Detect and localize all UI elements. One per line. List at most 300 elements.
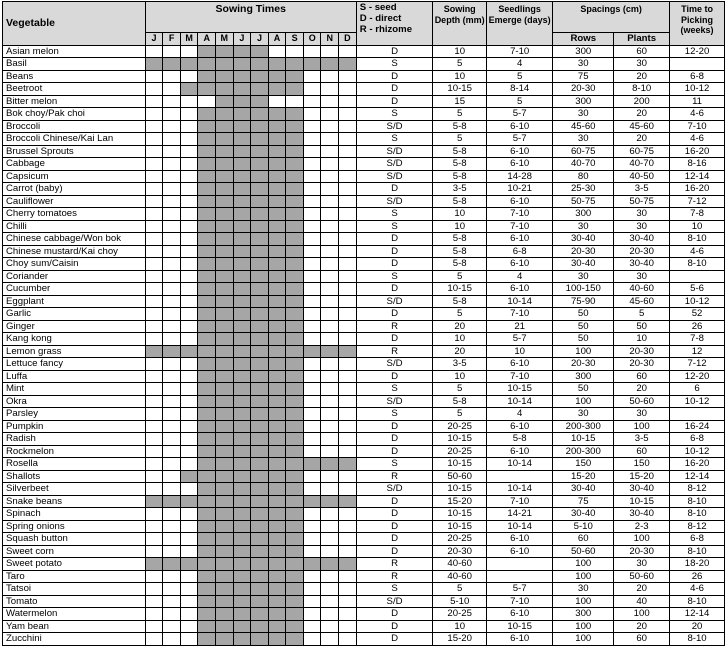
month-cell [339,570,357,583]
sowing-depth: 20 [433,345,487,358]
month-cell [216,495,234,508]
sowing-depth: 20-25 [433,533,487,546]
month-cell [180,158,198,171]
vegetable-name: Okra [3,395,146,408]
month-cell [180,495,198,508]
month-cell [198,620,216,633]
month-cell [251,608,269,621]
month-cell [198,445,216,458]
row-spacing: 30 [553,108,614,121]
month-cell [268,620,286,633]
month-cell [233,108,251,121]
month-cell [251,395,269,408]
seedlings-emerge: 10-14 [487,458,553,471]
month-cell [145,133,163,146]
month-cell [233,195,251,208]
row-spacing: 100 [553,558,614,571]
month-cell [251,420,269,433]
sowing-depth: 5 [433,308,487,321]
month-cell [268,408,286,421]
sowing-method: D [356,433,433,446]
month-cell [145,558,163,571]
month-cell [216,408,234,421]
month-cell [303,120,321,133]
month-cell [216,345,234,358]
row-spacing: 25-30 [553,183,614,196]
month-cell [339,83,357,96]
month-cell [339,308,357,321]
time-to-picking: 8-10 [670,595,725,608]
month-feb: F [163,33,181,46]
month-cell [233,558,251,571]
month-cell [145,220,163,233]
plant-spacing: 60 [614,45,670,58]
month-cell [198,508,216,521]
sowing-depth: 50-60 [433,470,487,483]
sowing-method: S [356,583,433,596]
month-cell [216,145,234,158]
month-cell [339,583,357,596]
month-cell [145,545,163,558]
seedlings-emerge: 6-10 [487,633,553,646]
month-cell [198,470,216,483]
seedlings-emerge: 4 [487,270,553,283]
month-cell [163,445,181,458]
sowing-method: R [356,558,433,571]
month-cell [303,145,321,158]
month-cell [233,520,251,533]
month-cell [163,520,181,533]
time-to-picking: 16-20 [670,183,725,196]
month-cell [216,308,234,321]
month-cell [233,245,251,258]
month-cell [268,383,286,396]
month-cell [145,95,163,108]
month-cell [180,283,198,296]
month-cell [163,620,181,633]
row-spacing: 30 [553,583,614,596]
time-to-picking: 20 [670,620,725,633]
sowing-method: S/D [356,295,433,308]
table-row [3,358,725,371]
sowing-depth: 3-5 [433,183,487,196]
month-cell [268,570,286,583]
month-cell [163,195,181,208]
time-to-picking: 10-12 [670,295,725,308]
month-cell [268,520,286,533]
month-cell [268,508,286,521]
vegetable-name: Chilli [3,220,146,233]
plant-spacing: 60 [614,370,670,383]
month-cell [145,395,163,408]
month-cell [163,458,181,471]
month-cell [339,520,357,533]
vegetable-name: Mint [3,383,146,396]
month-cell [339,158,357,171]
row-spacing: 30-40 [553,483,614,496]
month-cell [321,583,339,596]
month-cell [251,308,269,321]
plant-spacing: 50-60 [614,570,670,583]
month-cell [321,595,339,608]
month-cell [163,495,181,508]
sowing-depth: 5-8 [433,120,487,133]
month-cell [180,145,198,158]
table-row [3,520,725,533]
time-to-picking [670,408,725,421]
plant-spacing: 40 [614,595,670,608]
seedlings-emerge: 7-10 [487,45,553,58]
month-cell [233,283,251,296]
month-cell [198,333,216,346]
month-cell [233,45,251,58]
vegetable-name: Bitter melon [3,95,146,108]
month-cell [321,108,339,121]
time-to-picking: 18-20 [670,558,725,571]
plant-spacing: 60-75 [614,145,670,158]
month-cell [198,270,216,283]
month-cell [180,545,198,558]
vegetable-name: Lettuce fancy [3,358,146,371]
seedlings-emerge: 7-10 [487,208,553,221]
month-cell [145,108,163,121]
month-cell [339,320,357,333]
month-cell [145,308,163,321]
time-to-picking: 8-12 [670,520,725,533]
table-row [3,95,725,108]
month-cell [321,270,339,283]
month-cell [198,495,216,508]
month-cell [145,620,163,633]
month-cell [286,370,304,383]
vegetable-name: Tomato [3,595,146,608]
month-cell [180,633,198,646]
month-cell [286,183,304,196]
month-cell [163,608,181,621]
month-cell [303,508,321,521]
month-cell [180,570,198,583]
month-cell [233,383,251,396]
month-cell [145,208,163,221]
vegetable-name: Garlic [3,308,146,321]
month-cell [145,170,163,183]
month-cell [339,620,357,633]
seedlings-emerge [487,470,553,483]
month-cell [286,95,304,108]
month-cell [145,333,163,346]
vegetable-name: Silverbeet [3,483,146,496]
month-cell [339,170,357,183]
month-cell [339,233,357,246]
month-cell [216,620,234,633]
sowing-method: D [356,620,433,633]
row-spacing: 150 [553,458,614,471]
month-cell [286,120,304,133]
month-cell [251,570,269,583]
month-cell [145,270,163,283]
month-cell [303,458,321,471]
month-cell [233,320,251,333]
plant-spacing: 40-50 [614,170,670,183]
row-spacing: 80 [553,170,614,183]
month-cell [339,420,357,433]
month-cell [339,433,357,446]
vegetable-name: Choy sum/Caisin [3,258,146,271]
month-cell [339,595,357,608]
table-row [3,345,725,358]
table-row [3,120,725,133]
row-spacing: 50 [553,320,614,333]
time-to-picking: 12-14 [670,470,725,483]
month-cell [303,45,321,58]
month-cell [268,295,286,308]
plant-spacing: 45-60 [614,295,670,308]
sowing-method-legend [356,2,433,46]
month-cell [145,120,163,133]
sowing-depth: 15-20 [433,633,487,646]
sowing-depth: 5-8 [433,245,487,258]
month-cell [198,558,216,571]
month-cell [268,495,286,508]
seedlings-emerge: 6-10 [487,145,553,158]
month-cell [233,270,251,283]
month-cell [251,358,269,371]
vegetable-name: Cauliflower [3,195,146,208]
month-cell [145,633,163,646]
month-cell [216,45,234,58]
sowing-depth: 10 [433,370,487,383]
month-cell [233,483,251,496]
sowing-method: S/D [356,395,433,408]
month-cell [163,95,181,108]
row-spacing: 40-70 [553,158,614,171]
month-cell [321,458,339,471]
vegetable-name: Capsicum [3,170,146,183]
month-cell [233,633,251,646]
month-cell [180,620,198,633]
month-cell [321,395,339,408]
month-cell [163,370,181,383]
month-cell [286,633,304,646]
month-cell [216,358,234,371]
plant-spacing: 60 [614,445,670,458]
month-cell [321,570,339,583]
month-cell [339,445,357,458]
vegetable-name: Brussel Sprouts [3,145,146,158]
seedlings-emerge: 14-21 [487,508,553,521]
month-cell [321,308,339,321]
seedlings-emerge: 5-7 [487,333,553,346]
month-cell [198,345,216,358]
rows-header: Rows [553,33,614,46]
month-cell [321,470,339,483]
sowing-depth: 10 [433,220,487,233]
month-cell [303,533,321,546]
plant-spacing: 200 [614,95,670,108]
month-cell [216,470,234,483]
month-cell [303,133,321,146]
month-cell [286,308,304,321]
sowing-method: S [356,408,433,421]
row-spacing: 30 [553,133,614,146]
time-to-picking: 8-12 [670,483,725,496]
time-to-picking: 8-10 [670,545,725,558]
month-cell [303,270,321,283]
month-cell [268,608,286,621]
month-cell [339,120,357,133]
sowing-times-header: Sowing Times [145,2,356,33]
month-cell [339,383,357,396]
month-cell [216,108,234,121]
month-cell [233,295,251,308]
month-cell [321,333,339,346]
sowing-guide-table [2,1,725,646]
month-cell [268,358,286,371]
month-cell [303,295,321,308]
month-cell [268,558,286,571]
month-cell [339,545,357,558]
month-cell [321,495,339,508]
month-cell [216,258,234,271]
seedlings-emerge: 10-14 [487,520,553,533]
month-cell [339,295,357,308]
month-cell [286,520,304,533]
month-cell [198,633,216,646]
month-cell [251,633,269,646]
vegetable-name: Beans [3,70,146,83]
month-cell [268,345,286,358]
month-cell [268,633,286,646]
plant-spacing: 20-30 [614,545,670,558]
month-cell [216,158,234,171]
month-cell [198,358,216,371]
month-cell [251,370,269,383]
seedlings-emerge: 6-10 [487,358,553,371]
month-cell [321,95,339,108]
sowing-method: D [356,333,433,346]
month-cell [233,620,251,633]
month-cell [268,220,286,233]
vegetable-name: Luffa [3,370,146,383]
month-cell [303,320,321,333]
month-cell [145,608,163,621]
month-cell [180,183,198,196]
month-cell [268,420,286,433]
month-cell [233,370,251,383]
month-cell [198,120,216,133]
month-cell [180,608,198,621]
month-cell [303,358,321,371]
plant-spacing: 30 [614,558,670,571]
seedlings-emerge [487,570,553,583]
month-oct: O [303,33,321,46]
month-cell [198,145,216,158]
month-cell [321,383,339,396]
sowing-method: S [356,108,433,121]
month-cell [180,320,198,333]
time-to-picking: 16-20 [670,458,725,471]
row-spacing: 15-20 [553,470,614,483]
month-cell [251,583,269,596]
month-cell [233,420,251,433]
month-cell [251,158,269,171]
vegetable-name: Zucchini [3,633,146,646]
month-cell [198,595,216,608]
sowing-method: D [356,370,433,383]
plant-spacing: 30-40 [614,483,670,496]
month-cell [163,483,181,496]
plants-header: Plants [614,33,670,46]
month-cell [198,483,216,496]
month-cell [145,583,163,596]
table-row [3,458,725,471]
month-cell [180,95,198,108]
month-cell [198,533,216,546]
month-cell [198,233,216,246]
month-cell [321,520,339,533]
month-cell [233,495,251,508]
sowing-depth: 10 [433,333,487,346]
vegetable-name: Lemon grass [3,345,146,358]
month-cell [163,408,181,421]
month-cell [163,220,181,233]
month-cell [233,95,251,108]
month-cell [321,145,339,158]
month-cell [180,483,198,496]
month-cell [286,220,304,233]
time-to-picking: 8-10 [670,233,725,246]
month-cell [216,558,234,571]
month-cell [233,345,251,358]
month-cell [180,458,198,471]
month-cell [251,258,269,271]
month-cell [321,433,339,446]
month-cell [303,633,321,646]
table-row [3,270,725,283]
month-cell [180,270,198,283]
month-cell [286,433,304,446]
sowing-method: D [356,70,433,83]
month-cell [286,345,304,358]
table-row [3,70,725,83]
plant-spacing: 60 [614,633,670,646]
month-cell [145,533,163,546]
sowing-method: D [356,533,433,546]
month-cell [180,433,198,446]
month-cell [163,470,181,483]
time-to-picking: 10-12 [670,445,725,458]
time-to-picking: 12-14 [670,170,725,183]
month-cell [303,595,321,608]
vegetable-name: Eggplant [3,295,146,308]
table-row [3,195,725,208]
table-row [3,333,725,346]
seedlings-emerge: 5 [487,70,553,83]
month-cell [233,120,251,133]
row-spacing: 75 [553,70,614,83]
sowing-method: D [356,545,433,558]
month-cell [339,133,357,146]
month-cell [303,445,321,458]
month-cell [198,395,216,408]
sowing-depth: 5-8 [433,395,487,408]
month-cell [321,170,339,183]
seedlings-emerge: 6-8 [487,245,553,258]
month-cell [163,433,181,446]
month-cell [251,595,269,608]
sowing-method: D [356,508,433,521]
month-cell [145,433,163,446]
